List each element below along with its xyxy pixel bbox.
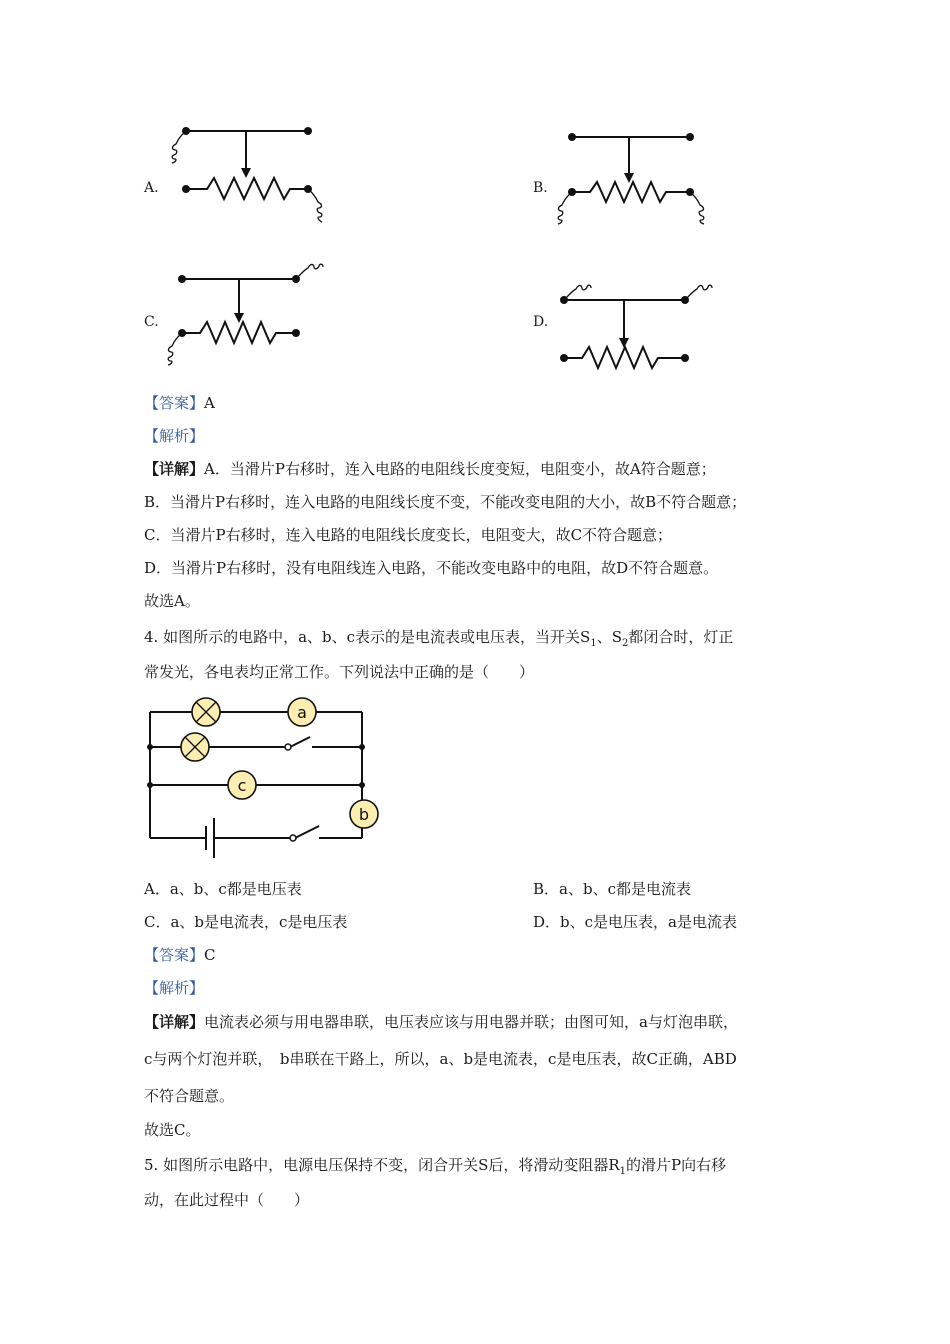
- q4-stem-line-2: 常发光，各电表均正常工作。下列说法中正确的是（ ）: [144, 663, 535, 681]
- option-c-label[interactable]: C.: [144, 314, 159, 330]
- answer-value: C: [204, 946, 216, 964]
- meter-b-label: b: [358, 805, 370, 824]
- detail-label: 【详解】: [144, 1013, 205, 1031]
- q3-detail-line-4: D．当滑片P右移时，没有电阻线连入电路，不能改变电路中的电阻，故D不符合题意。: [144, 559, 719, 577]
- q3-detail-line-1: 【详解】A．当滑片P右移时，连入电路的电阻线长度变短，电阻变小，故A符合题意；: [144, 460, 716, 478]
- meter-c-label: c: [237, 776, 247, 795]
- q3-conclusion: 故选A。: [144, 592, 200, 610]
- q4-detail-line-2: c与两个灯泡并联， b串联在干路上，所以，a、b是电流表，c是电压表，故C正确，ABD: [144, 1050, 737, 1068]
- meter-a-label: a: [297, 703, 307, 722]
- q4-analysis-label: 【解析】: [144, 979, 205, 997]
- q4-answer: [144, 945, 216, 965]
- detail-label: 【详解】: [144, 460, 205, 478]
- q4-stem-line-1: 4. 如图所示的电路中，a、b、c表示的是电流表或电压表，当开关$S_1$、$S_2$都闭合时，灯正: [144, 628, 734, 649]
- q5-stem-line-2: 动，在此过程中（ ）: [144, 1191, 310, 1209]
- q4-option-b[interactable]: B．a、b、c都是电流表: [533, 880, 691, 898]
- q4-option-d[interactable]: D．b、c是电压表，a是电流表: [533, 913, 737, 931]
- answer-label: 【答案】: [144, 394, 205, 412]
- q4-conclusion: 故选C。: [144, 1121, 201, 1139]
- q3-detail-line-2: B．当滑片P右移时，连入电路的电阻线长度不变，不能改变电阻的大小，故B不符合题意；: [144, 493, 747, 511]
- answer-label: 【答案】: [144, 946, 205, 964]
- q5-stem-line-1: 5. 如图所示电路中，电源电压保持不变，闭合开关S后，将滑动变阻器$R_1$的滑片P向右移: [144, 1156, 727, 1177]
- option-d-label[interactable]: D.: [533, 314, 549, 330]
- answer-value: A: [204, 394, 215, 412]
- q4-detail-line-3: 不符合题意。: [144, 1087, 235, 1105]
- q4-option-c[interactable]: C．a、b是电流表，c是电压表: [144, 913, 348, 931]
- q3-analysis-label: 【解析】: [144, 427, 205, 445]
- q4-option-a[interactable]: A．a、b、c都是电压表: [144, 880, 302, 898]
- q4-detail-line-1: 【详解】电流表必须与用电器串联，电压表应该与用电器并联；由图可知，a与灯泡串联，: [144, 1013, 738, 1031]
- q3-detail-line-3: C．当滑片P右移时，连入电路的电阻线长度变长，电阻变大，故C不符合题意；: [144, 526, 673, 544]
- question-number: 5.: [144, 1156, 159, 1174]
- option-a-label[interactable]: A.: [144, 180, 159, 196]
- question-number: 4.: [144, 628, 159, 646]
- option-b-label[interactable]: B.: [533, 180, 548, 196]
